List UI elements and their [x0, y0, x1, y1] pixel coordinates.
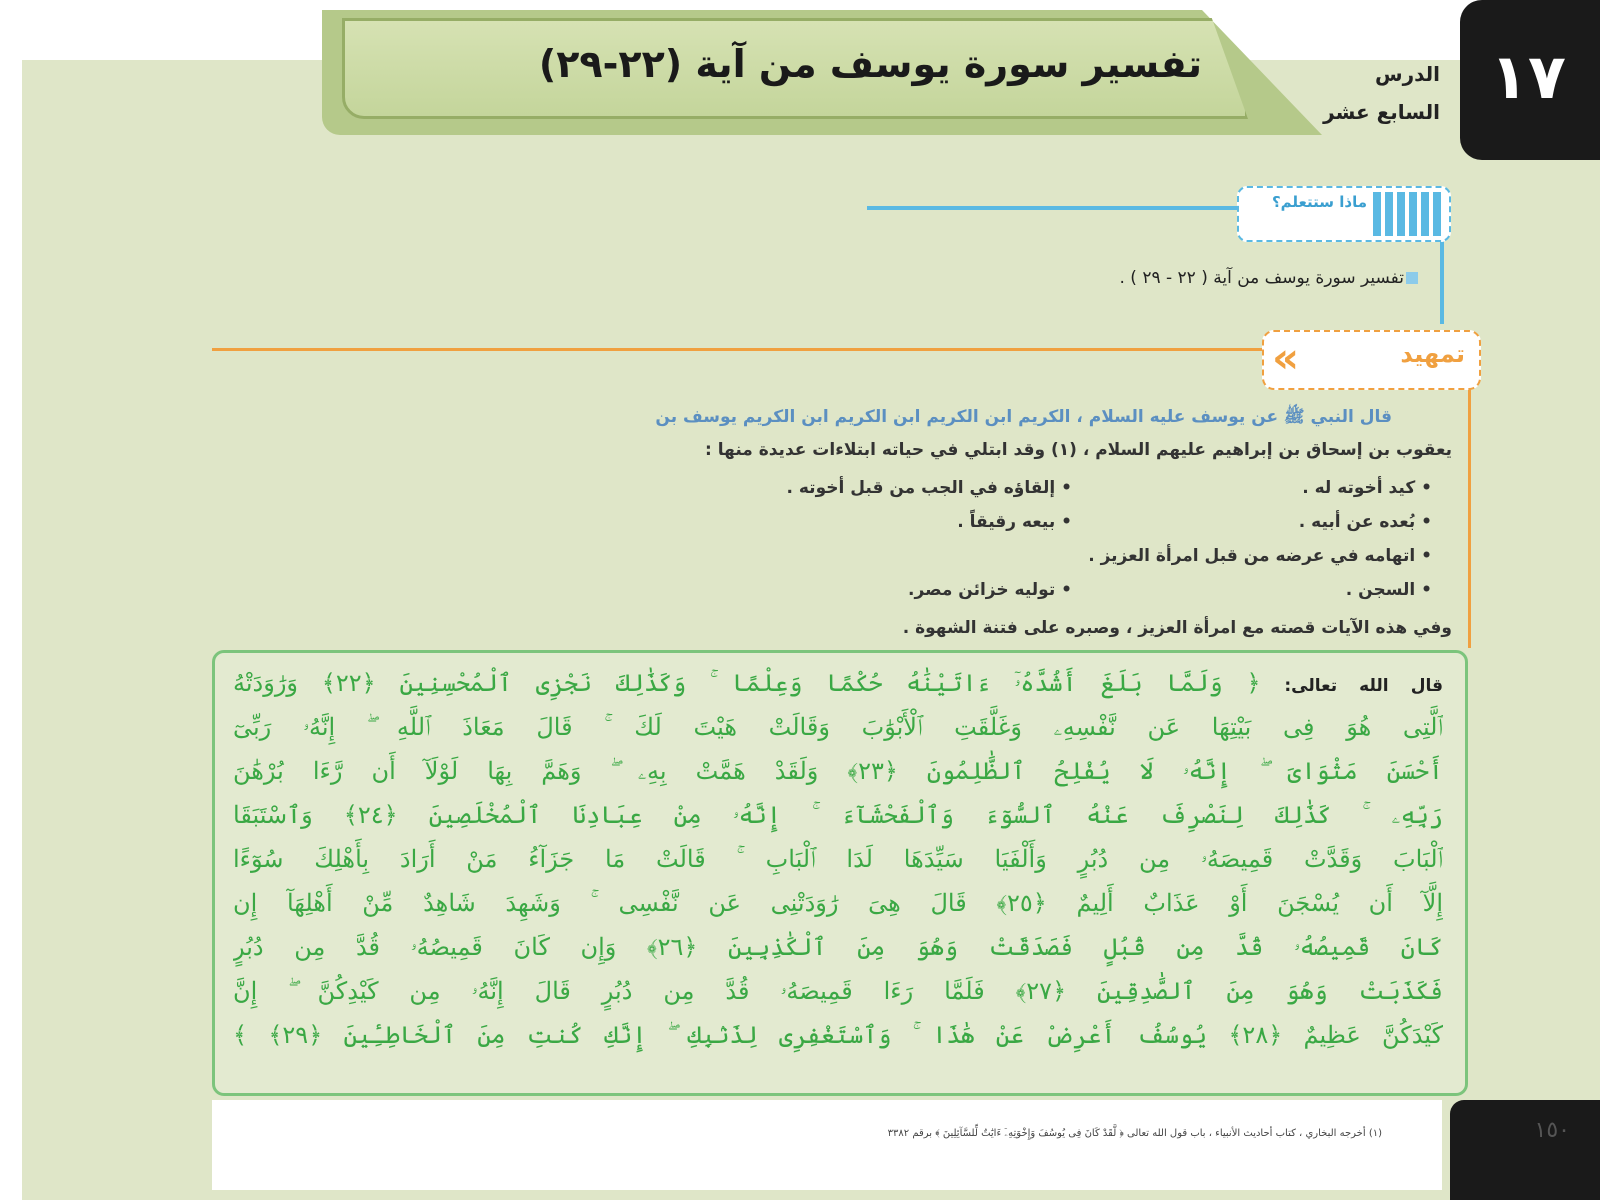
intro-closing: وفي هذه الآيات قصته مع امرأة العزيز ، وصبره على فتنة الشهوة . — [902, 618, 1452, 638]
trials-list — [582, 478, 1432, 614]
list-item: • كيد أخوته له . — [1072, 478, 1432, 512]
verse-line: أَحْسَنَ مَثْوَاىَ ۖ إِنَّهُۥ لَا يُفْلِحُ ٱلظَّٰلِمُونَ ﴿٢٣﴾ وَلَقَدْ هَمَّتْ بِهِۦ ۖ وَهَمَّ بِهَا لَوْلَآ أَن رَّءَا بُرْهَٰنَ — [233, 757, 1443, 785]
page-title: تفسير سورة يوسف من آية (٢٢-٢٩) — [538, 42, 1202, 86]
hadith-line-1: قال النبي ﷺ عن يوسف عليه السلام ، الكريم ابن الكريم ابن الكريم ابن الكريم يوسف بن — [655, 407, 1392, 427]
verse-line: إِلَّآ أَن يُسْجَنَ أَوْ عَذَابٌ أَلِيمٌ ﴿٢٥﴾ قَالَ هِىَ رَٰوَدَتْنِى عَن نَّفْسِى ۚ وَشَهِدَ شَاهِدٌ مِّنْ أَهْلِهَآ إِن — [233, 889, 1443, 917]
verse-line: فَكَذَبَتْ وَهُوَ مِنَ ٱلصَّٰدِقِينَ ﴿٢٧﴾ فَلَمَّا رَءَا قَمِيصَهُۥ قُدَّ مِن دُبُرٍ قَالَ إِنَّهُۥ مِن كَيْدِكُنَّ ۖ إِنَّ — [233, 977, 1443, 1005]
quran-verses-box — [212, 650, 1468, 1096]
list-item: • اتهامه في عرضه من قبل امرأة العزيز . — [672, 546, 1432, 580]
lesson-name: السابع عشر — [1323, 100, 1440, 124]
lesson-label: الدرس — [1374, 62, 1440, 86]
trials-row — [582, 580, 1432, 614]
hadith-line-2: يعقوب بن إسحاق بن إبراهيم عليهم السلام ، (١) وقد ابتلي في حياته ابتلاءات عديدة منها : — [705, 440, 1452, 460]
double-chevron-icon: « — [1272, 333, 1300, 382]
intro-divider — [212, 348, 1302, 351]
page-number: ١٥٠ — [1534, 1118, 1570, 1143]
list-item: • السجن . — [1072, 580, 1432, 614]
verse-lead: قال الله تعالى: — [1284, 676, 1443, 696]
verse-line: كَانَ قَمِيصُهُۥ قُدَّ مِن قُبُلٍ فَصَدَقَتْ وَهُوَ مِنَ ٱلْكَٰذِبِينَ ﴿٢٦﴾ وَإِن كَانَ قَمِيصُهُۥ قُدَّ مِن دُبُرٍ — [233, 933, 1443, 961]
footnote: (١) أخرجه البخاري ، كتاب أحاديث الأنبياء ، باب قول الله تعالى ﴿ لَّقَدْ كَانَ فِى يُوسُفَ وَإِخْوَتِهِۦٓ ءَايَٰتٌ لِّلسَّآئِلِينَ ﴾ برقم ٣٣٨٢ — [887, 1128, 1382, 1139]
book-stripes-icon — [1373, 192, 1443, 236]
intro-title: تمهيد — [1400, 340, 1465, 368]
lesson-number: ١٧ — [1490, 40, 1566, 113]
verse-line: ٱلَّتِى هُوَ فِى بَيْتِهَا عَن نَّفْسِهِۦ وَغَلَّقَتِ ٱلْأَبْوَٰبَ وَقَالَتْ هَيْتَ لَكَ ۚ قَالَ مَعَاذَ ٱللَّهِ ۖ إِنَّهُۥ رَبِّىٓ — [233, 713, 1443, 741]
square-bullet-icon — [1406, 272, 1418, 284]
list-item: • توليه خزائن مصر. — [712, 580, 1072, 614]
verse-line: كَيْدَكُنَّ عَظِيمٌ ﴿٢٨﴾ يُوسُفُ أَعْرِضْ عَنْ هَٰذَا ۚ وَٱسْتَغْفِرِى لِذَنۢبِكِ ۖ إِنَّكِ كُنتِ مِنَ ٱلْخَاطِـِٔينَ ﴿٢٩﴾ ﴾ — [233, 1021, 1443, 1049]
intro-badge — [1262, 330, 1481, 390]
list-item: • إلقاؤه في الجب من قبل أخوته . — [712, 478, 1072, 512]
verse-line: ٱلْبَابَ وَقَدَّتْ قَمِيصَهُۥ مِن دُبُرٍ وَأَلْفَيَا سَيِّدَهَا لَدَا ٱلْبَابِ ۚ قَالَتْ مَا جَزَآءُ مَنْ أَرَادَ بِأَهْلِكَ سُوٓءًا — [233, 845, 1443, 873]
trials-row — [582, 546, 1432, 580]
learn-divider — [867, 206, 1287, 210]
verse-line: رَبِّهِۦ ۚ كَذَٰلِكَ لِنَصْرِفَ عَنْهُ ٱلسُّوٓءَ وَٱلْفَحْشَآءَ ۚ إِنَّهُۥ مِنْ عِبَادِنَا ٱلْمُخْلَصِينَ ﴿٢٤﴾ وَٱسْتَبَقَا — [233, 801, 1443, 829]
list-item: • بُعده عن أبيه . — [1072, 512, 1432, 546]
learn-title: ماذا ستتعلم؟ — [1271, 193, 1367, 211]
learn-badge — [1237, 186, 1451, 242]
page-number-box — [1450, 1100, 1600, 1200]
trials-row — [582, 512, 1432, 546]
trials-row — [582, 478, 1432, 512]
footnote-area — [212, 1100, 1442, 1190]
verse-line — [233, 661, 1443, 705]
intro-side-line — [1468, 348, 1471, 648]
verse-text: ﴿ وَلَمَّا بَلَغَ أَشُدَّهُۥٓ ءَاتَيْنَٰهُ حُكْمًا وَعِلْمًا ۚ وَكَذَٰلِكَ نَجْزِى ٱلْمُحْسِنِينَ ﴿٢٢﴾ وَرَٰوَدَتْهُ — [233, 669, 1261, 697]
textbook-page — [22, 0, 1600, 1200]
list-item: • بيعه رقيقاً . — [712, 512, 1072, 546]
learn-item: تفسير سورة يوسف من آية ( ٢٢ - ٢٩ ) . — [1119, 268, 1404, 288]
quran-verses — [233, 661, 1443, 1057]
